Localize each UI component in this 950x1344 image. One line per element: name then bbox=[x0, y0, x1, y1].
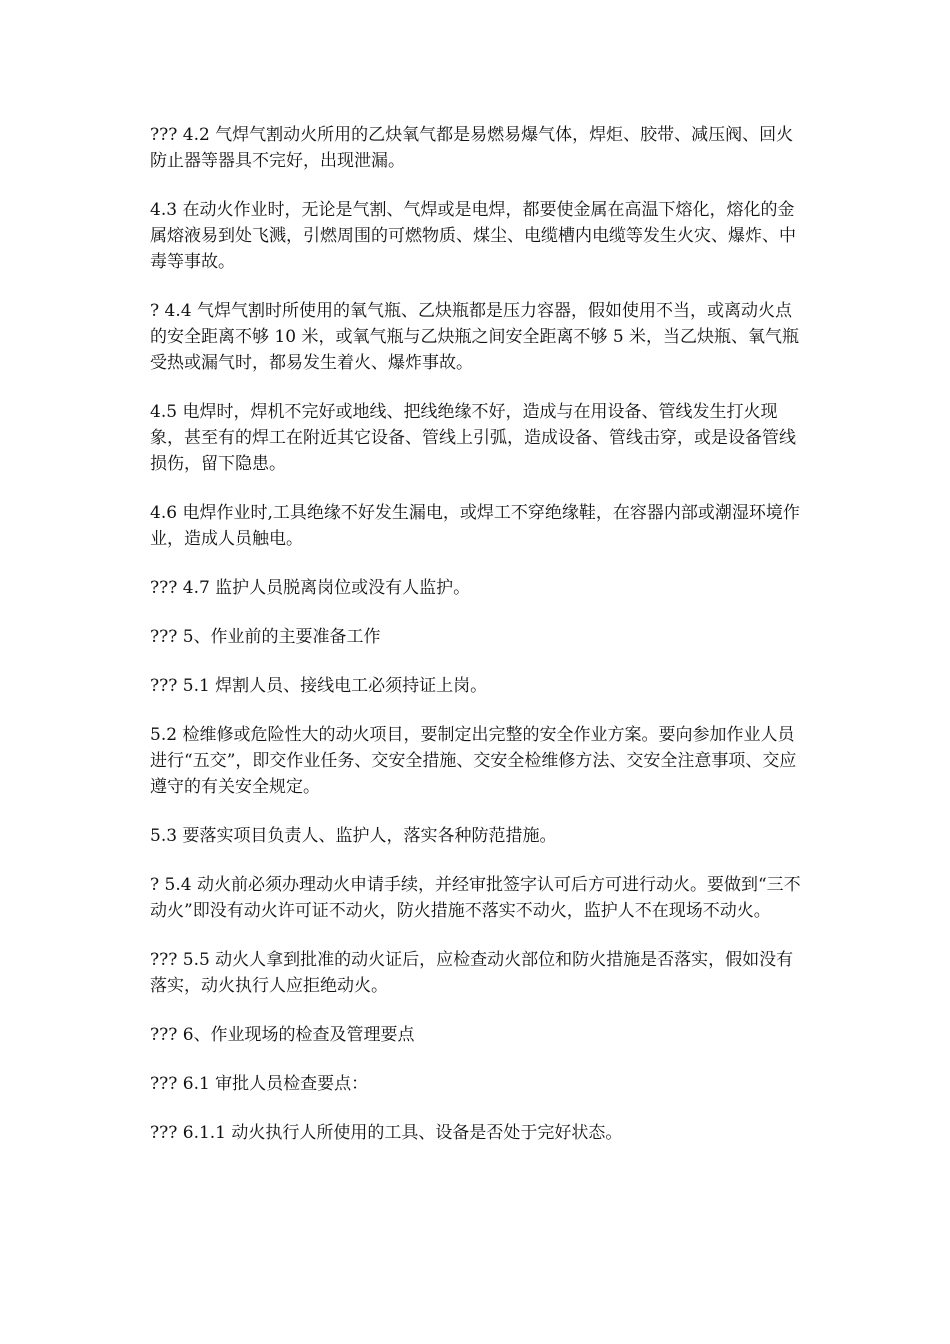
paragraph-4-7: ??? 4.7 监护人员脱离岗位或没有人监护。 bbox=[150, 578, 471, 598]
paragraph-6-1-1: ??? 6.1.1 动火执行人所使用的工具、设备是否处于完好状态。 bbox=[150, 1123, 623, 1143]
paragraph-5-5: ??? 5.5 动火人拿到批准的动火证后，应检查动火部位和防火措施是否落实，假如没有落实，动火执行人应拒绝动火。 bbox=[150, 950, 794, 996]
paragraph-4-3: 4.3 在动火作业时，无论是气割、气焊或是电焊，都要使金属在高温下熔化，熔化的金属熔液易到处飞溅，引燃周围的可燃物质、煤尘、电缆槽内电缆等发生火灾、爆炸、中毒等事故。 bbox=[150, 200, 796, 272]
paragraph-5-2: 5.2 检维修或危险性大的动火项目，要制定出完整的安全作业方案。要向参加作业人员进行“五交”，即交作业任务、交安全措施、交安全检维修方法、交安全注意事项、交应遵守的有关安全规定。 bbox=[150, 725, 797, 797]
paragraph-4-2: ??? 4.2 气焊气割动火所用的乙炔氧气都是易燃易爆气体，焊炬、胶带、减压阀、回火防止器等器具不完好，出现泄漏。 bbox=[150, 125, 794, 171]
paragraph-4-5: 4.5 电焊时，焊机不完好或地线、把线绝缘不好，造成与在用设备、管线发生打火现象，甚至有的焊工在附近其它设备、管线上引弧，造成设备、管线击穿，或是设备管线损伤，留下隐患。 bbox=[150, 402, 796, 474]
document-body bbox=[150, 122, 802, 1169]
paragraph-4-4: ? 4.4 气焊气割时所使用的氧气瓶、乙炔瓶都是压力容器，假如使用不当，或离动火点的安全距离不够 10 米，或氧气瓶与乙炔瓶之间安全距离不够 5 米，当乙炔瓶、氧气瓶受热或漏气时，都易发生着火、爆炸事故。 bbox=[150, 301, 800, 373]
paragraph-5-3: 5.3 要落实项目负责人、监护人，落实各种防范措施。 bbox=[150, 826, 557, 846]
paragraph-4-6: 4.6 电焊作业时,工具绝缘不好发生漏电，或焊工不穿绝缘鞋，在容器内部或潮湿环境作业，造成人员触电。 bbox=[150, 503, 800, 549]
section-heading-5: ??? 5、作业前的主要准备工作 bbox=[150, 627, 381, 647]
paragraph-5-4: ? 5.4 动火前必须办理动火申请手续，并经审批签字认可后方可进行动火。要做到“三不动火”即没有动火许可证不动火，防火措施不落实不动火，监护人不在现场不动火。 bbox=[150, 875, 801, 921]
paragraph-6-1: ??? 6.1 审批人员检查要点： bbox=[150, 1074, 369, 1094]
paragraph-5-1: ??? 5.1 焊割人员、接线电工必须持证上岗。 bbox=[150, 676, 488, 696]
section-heading-6: ??? 6、作业现场的检查及管理要点 bbox=[150, 1025, 415, 1045]
